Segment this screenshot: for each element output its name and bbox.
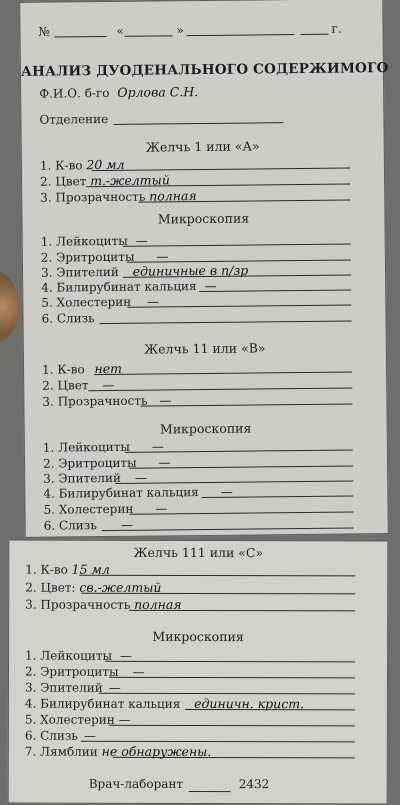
doctor-label: Врач-лаборант <box>88 776 184 791</box>
year-suffix: г. <box>331 21 342 36</box>
b-micro-line-6 <box>102 527 354 531</box>
a-micro-heading: Микроскопия <box>157 210 250 227</box>
number-label: № <box>38 24 50 39</box>
c-micro-line-3 <box>99 693 355 695</box>
c-micro-6: 6. Слизь — <box>24 728 97 743</box>
b-item-clarity: 3. Прозрачность — <box>42 393 172 409</box>
a-micro-6: 6. Слизь <box>41 311 95 326</box>
b-micro-4: 4. Билирубинат кальция — <box>43 484 233 501</box>
c-item-clarity: 3. Прозрачность полная <box>25 596 182 612</box>
c-micro-line-5 <box>109 725 355 727</box>
b-micro-line-4 <box>201 495 353 498</box>
b-line-1 <box>94 371 352 375</box>
background-object <box>0 272 18 342</box>
a-micro-3: 3. Эпителий единичные в п/зр <box>40 262 249 280</box>
b-line-2 <box>88 387 352 391</box>
b-item-color: 2. Цвет — <box>42 377 115 393</box>
c-micro-7: 7. Лямблии не обнаружены. <box>24 743 212 760</box>
a-micro-line-5 <box>127 304 351 307</box>
quote-close: » <box>176 23 184 38</box>
a-micro-2: 2. Эритроциты — <box>40 249 169 265</box>
c-micro-heading: Микроскопия <box>152 628 244 645</box>
c-item-color: 2. Цвет: св.-желтый <box>25 579 162 595</box>
b-micro-heading: Микроскопия <box>159 420 252 437</box>
b-micro-6: 6. Слизь — <box>43 517 133 533</box>
b-item-quantity: 1. К-во нет <box>41 360 123 377</box>
day-line <box>125 35 173 37</box>
form-title: АНАЛИЗ ДУОДЕНАЛЬНОГО СОДЕРЖИМОГО <box>20 60 389 80</box>
section-c-heading: Желчь 111 или «С» <box>133 544 264 561</box>
b-line-3 <box>140 403 352 406</box>
c-micro-line-6 <box>81 741 355 743</box>
c-micro-2: 2. Эритроциты — <box>24 664 145 679</box>
c-item-quantity: 1. К-во 15 мл <box>25 561 110 577</box>
section-a-heading: Желчь 1 или «А» <box>145 138 260 155</box>
a-micro-line-4 <box>199 289 351 292</box>
form-sheet-top <box>19 0 389 538</box>
a-item-clarity: 3. Прозрачность полная <box>40 188 197 205</box>
fio-label: Ф.И.О. б-го <box>39 85 110 101</box>
b-micro-5: 5. Холестерин — <box>43 501 168 517</box>
c-micro-3: 3. Эпителий — <box>24 680 121 695</box>
b-micro-line-3 <box>115 480 353 483</box>
c-micro-5: 5. Холестерин — <box>24 712 131 727</box>
section-b-heading: Желчь 11 или «В» <box>144 340 266 357</box>
a-micro-line-6 <box>100 320 352 324</box>
doctor-row <box>89 777 270 792</box>
a-item-color: 2. Цвет т.-желтый <box>40 172 170 189</box>
a-micro-1: 1. Лейкоциты — <box>40 233 148 249</box>
year-line <box>301 34 329 35</box>
c-micro-line-1 <box>105 661 355 663</box>
c-micro-1: 1. Лейкоциты — <box>25 648 133 663</box>
number-line <box>55 36 107 38</box>
c-line-1 <box>79 575 355 577</box>
month-line <box>187 34 295 36</box>
b-micro-2: 2. Эритроциты — <box>42 455 171 471</box>
c-micro-4: 4. Билирубинат кальция единичн. крист. <box>24 695 305 712</box>
doctor-line <box>189 777 231 792</box>
a-micro-5: 5. Холестерин — <box>41 294 160 310</box>
doctor-value: 2432 <box>238 777 270 792</box>
department-label: Отделение <box>39 111 109 127</box>
b-micro-1: 1. Лейкоциты — <box>42 439 164 455</box>
a-item-quantity: 1. К-во 20 мл <box>39 156 125 173</box>
fio-row <box>39 85 198 101</box>
a-micro-4: 4. Билирубинат кальция — <box>41 278 217 295</box>
a-micro-line-1 <box>123 243 351 246</box>
department-line <box>113 122 283 125</box>
b-micro-3: 3. Эпителий — <box>43 470 148 486</box>
form-sheet-bottom <box>8 540 389 805</box>
quote-open: « <box>116 23 124 38</box>
a-line-1 <box>92 167 350 171</box>
fio-value: Орлова С.Н. <box>117 84 199 100</box>
c-micro-line-2 <box>109 677 355 679</box>
